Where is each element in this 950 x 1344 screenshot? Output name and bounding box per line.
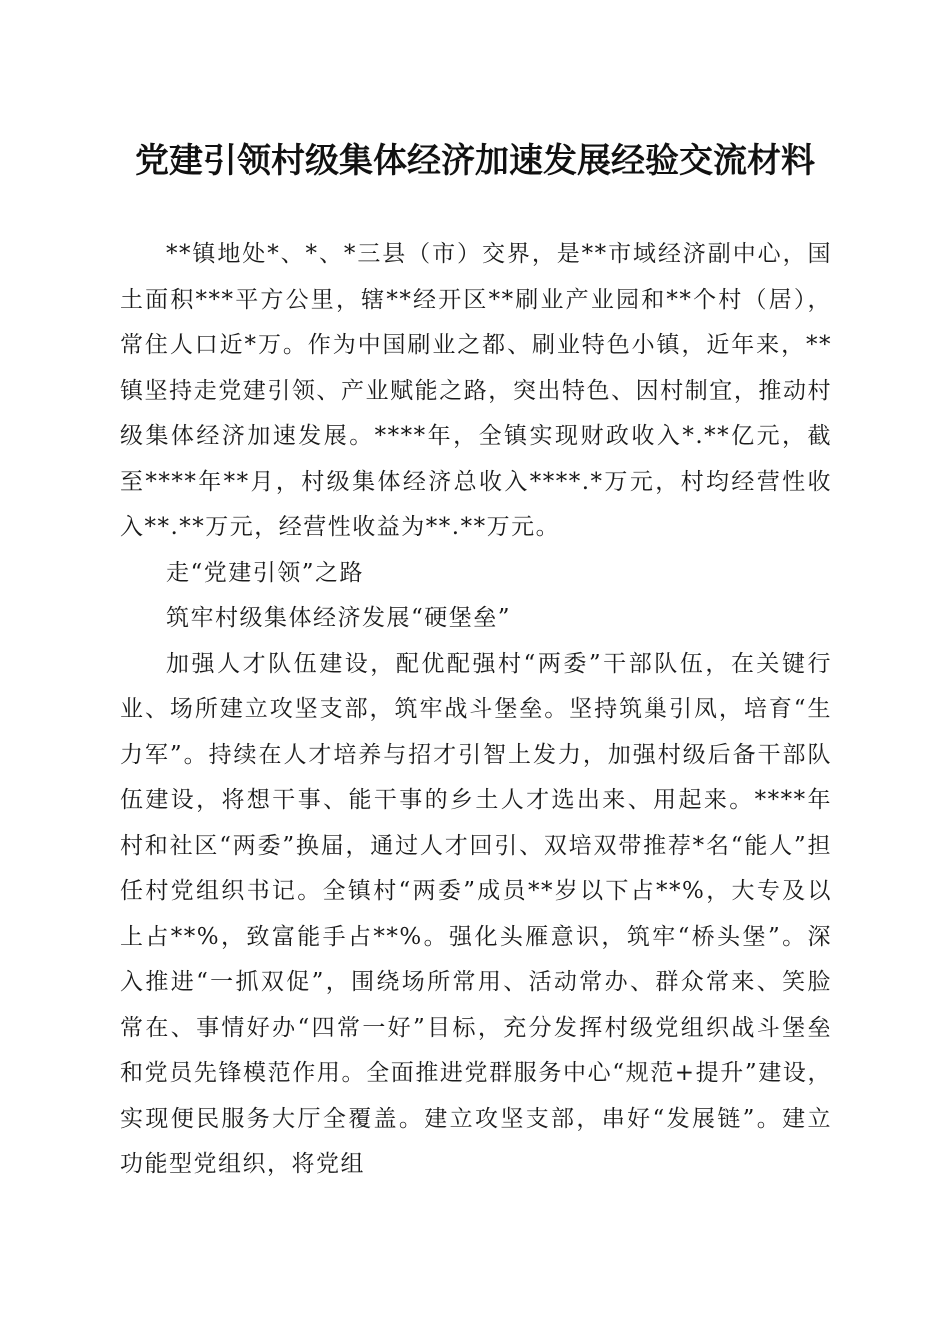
section-subheading: 筑牢村级集体经济发展“硬堡垒”	[166, 605, 512, 631]
intro-paragraph: **镇地处*、*、*三县（市）交界，是**市域经济副中心，国土面积***平方公里，辖**经开区**刷业产业园和**个村（居），常住人口近*万。作为中国刷业之都、刷业特色小镇，近年来，**镇坚持走党建引领、产业赋能之路，突出特色、因村制宜，推动村级集体经济加速发展。****年，全镇实现财政收入*.**亿元，截至****年**月，村级集体经济总收入****.*万元，村均经营性收入**.**万元，经营性收益为**.**万元。	[120, 241, 832, 540]
body-paragraph: 加强人才队伍建设，配优配强村“两委”干部队伍，在关键行业、场所建立攻坚支部，筑牢战斗堡垒。坚持筑巢引凤，培育“生力军”。持续在人才培养与招才引智上发力，加强村级后备干部队伍建设，将想干事、能干事的乡土人才选出来、用起来。****年村和社区“两委”换届，通过人才回引、双培双带推荐*名“能人”担任村党组织书记。全镇村“两委”成员**岁以下占**%，大专及以上占**%，致富能手占**%。强化头雁意识，筑牢“桥头堡”。深入推进“一抓双促”，围绕场所常用、活动常办、群众常来、笑脸常在、事情好办“四常一好”目标，充分发挥村级党组织战斗堡垒和党员先锋模范作用。全面推进党群服务中心“规范+提升”建设，实现便民服务大厅全覆盖。建立攻坚支部，串好“发展链”。建立功能型党组织，将党组	[120, 650, 832, 1177]
document-title: 党建引领村级集体经济加速发展经验交流材料	[135, 141, 815, 181]
section-heading: 走“党建引领”之路	[166, 559, 365, 586]
document-body	[120, 232, 832, 1188]
